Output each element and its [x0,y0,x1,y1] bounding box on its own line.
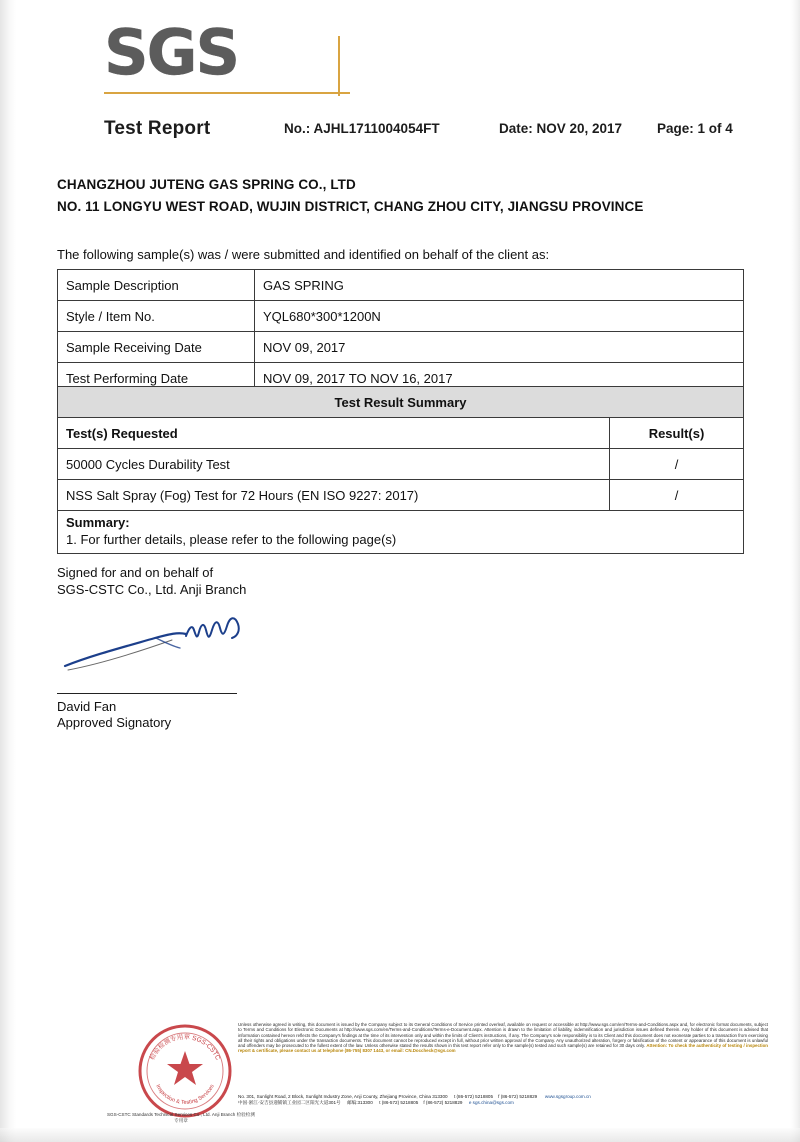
table-row [58,332,744,363]
signatory-role: Approved Signatory [57,715,172,730]
table-row [58,449,744,480]
stamp-caption-line-1: SGS-CSTC Standards Technical Services Co., Ltd. [106,1112,211,1117]
sgs-logo-text: SGS [104,16,239,89]
footer-email-cn[interactable]: e sgs.china@sgs.com [468,1100,514,1106]
sample-description-value: GAS SPRING [255,270,744,301]
page-number: Page: 1 of 4 [657,121,733,136]
sample-description-label: Sample Description [58,270,255,301]
report-date: Date: NOV 20, 2017 [499,121,623,136]
test-name-durability: 50000 Cycles Durability Test [58,449,610,480]
sample-info-table [57,269,744,394]
footer-attention: Attention: To check the authenticity of testing / inspection report & certificate, please contact us at telephone (86-755) 8307 1443, or email: CN.Doccheck@sgs.com [238,1043,768,1054]
table-row [58,301,744,332]
client-address: NO. 11 LONGYU WEST ROAD, WUJIN DISTRICT, CHANG ZHOU CITY, JIANGSU PROVINCE [57,199,644,214]
scan-edge-left [0,0,16,1142]
table-row [58,418,744,449]
table-row [58,480,744,511]
footer-disclaimer: Unless otherwise agreed in writing, this document is issued by the Company subject to its General Conditions of Service printed overleaf, available on request or accessible at http://www.sgs.com/en/Terms-and-Conditions.aspx and, for electronic format documents, subject to Terms and Conditions for Electronic Documents at http://www.sgs.com/en/Terms-and-Conditions/Terms-e-Document.aspx. Attention is drawn to the limitation of liability, indemnification and jurisdiction issues defined therein. Any holder of this document is advised that information contained hereon reflects the Company's findings at the time of its intervention only and within the limits of Client's instructions, if any. The Company's sole responsibility is to its Client and this document does not exonerate parties to a transaction from exercising all their rights and obligations under the transaction documents. This document cannot be reproduced except in full, without prior written approval of the Company. Any unauthorized alteration, forgery or falsification of the content or appearance of this document is unlawful and offenders may be prosecuted to the fullest extent of the law. Unless otherwise stated the results shown in this test report refer only to the sample(s) tested and such sample(s) are retained for 30 days only. [238,1022,768,1049]
test-performing-date-label: Test Performing Date [58,363,255,394]
footer-disclaimer-block [238,1022,768,1054]
report-title-row [104,118,744,140]
test-name-salt-spray: NSS Salt Spray (Fog) Test for 72 Hours (EN ISO 9227: 2017) [58,480,610,511]
footer-address-cn: 中国·浙江·安吉县递铺镇工业园二区阳光大道301号 [238,1100,341,1106]
official-red-stamp-icon [135,1021,235,1121]
stamp-caption-line-2: Anji Branch 检验检测专用章 [174,1112,255,1123]
test-result-salt-spray: / [610,480,744,511]
sample-receiving-date-value: NOV 09, 2017 [255,332,744,363]
footer-address-en: No. 301, Sunlight Road, 2 Block, Sunlight Industry Zone, Anji County, Zhejiang Province, China 313300 [238,1094,448,1099]
logo-underline [104,92,350,94]
footer-website[interactable]: www.sgsgroup.com.cn [544,1094,591,1099]
table-row [58,387,744,418]
intro-text: The following sample(s) was / were submitted and identified on behalf of the client as: [57,247,550,262]
summary-note-title: Summary: [66,515,130,530]
signed-for-line-2: SGS-CSTC Co., Ltd. Anji Branch [57,582,247,597]
test-performing-date-value: NOV 09, 2017 TO NOV 16, 2017 [255,363,744,394]
style-item-no-label: Style / Item No. [58,301,255,332]
page-title: Test Report [104,118,211,139]
style-item-no-value: YQL680*300*1200N [255,301,744,332]
footer-address-block [238,1094,768,1107]
logo-tick-mark [338,36,340,96]
scan-edge-right [790,0,800,1142]
svg-text:Inspection & Testing Services: Inspection & Testing Services [154,1083,216,1106]
handwritten-signature-icon [60,608,260,688]
column-header-tests-requested: Test(s) Requested [58,418,610,449]
footer-tel-en: t (86-572) 5218805 [453,1094,494,1099]
table-row [58,270,744,301]
summary-heading: Test Result Summary [58,387,744,418]
sample-receiving-date-label: Sample Receiving Date [58,332,255,363]
signatory-name: David Fan [57,699,117,714]
report-number: No.: AJHL1711004054FT [284,121,440,136]
footer-zip-cn: 邮编:313300 [347,1100,373,1106]
signature-line [57,693,237,694]
sgs-logo [104,16,354,92]
client-name: CHANGZHOU JUTENG GAS SPRING CO., LTD [57,177,356,192]
summary-note-line: 1. For further details, please refer to the following page(s) [66,532,397,547]
scan-edge-bottom [0,1128,800,1142]
stamp-caption [106,1112,256,1124]
table-row [58,511,744,554]
test-result-summary-table [57,386,744,554]
test-result-durability: / [610,449,744,480]
footer-fax-cn: f (86-572) 5218829 [423,1100,463,1106]
signed-for-line-1: Signed for and on behalf of [57,565,214,580]
summary-note-cell [58,511,744,554]
footer-fax-en: f (86-572) 5218829 [498,1094,538,1099]
column-header-results: Result(s) [610,418,744,449]
footer-tel-cn: t (86-572) 5218805 [379,1100,419,1106]
footer-address-row-cn [238,1100,768,1106]
svg-text:检验检测专用章 SGS-CSTC: 检验检测专用章 SGS-CSTC [148,1033,222,1062]
